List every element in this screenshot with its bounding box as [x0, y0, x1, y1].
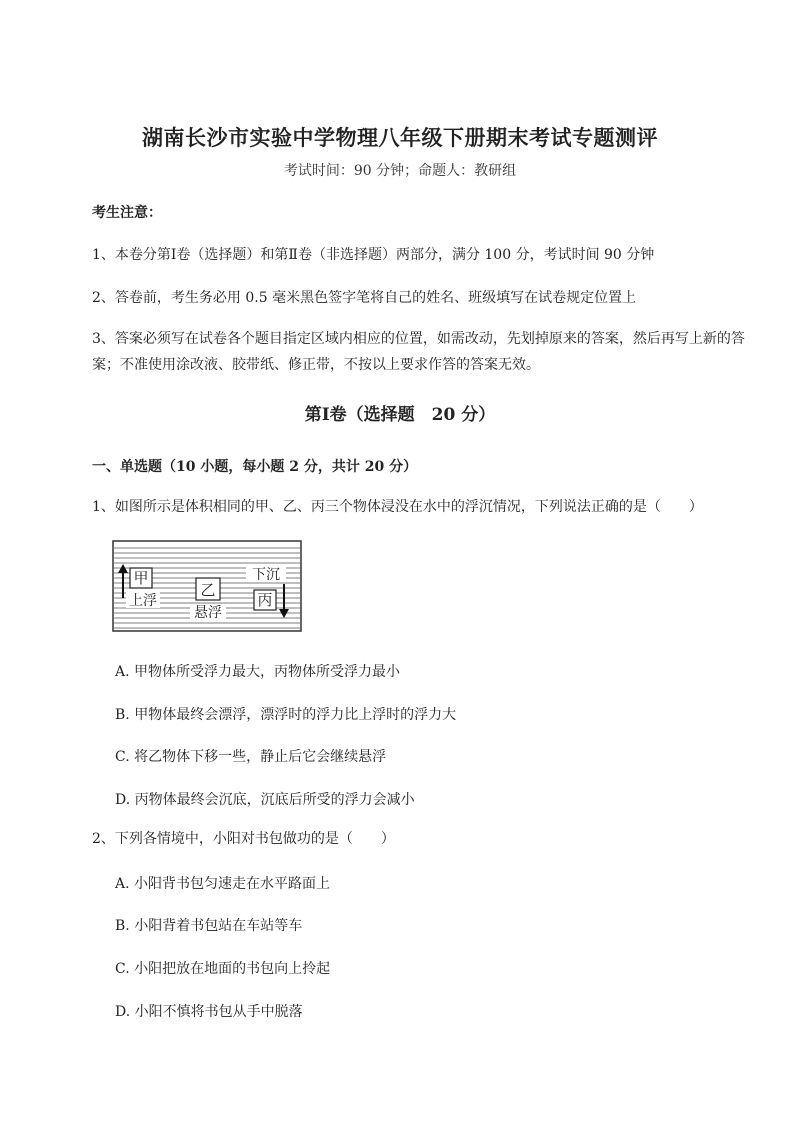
- notice-heading: 考生注意：: [92, 205, 162, 221]
- question-1-stem: 1、如图所示是体积相同的甲、乙、丙三个物体浸没在水中的浮沉情况，下列说法正确的是（ ）: [92, 499, 703, 515]
- object-yi-label: 乙: [200, 581, 216, 599]
- notice-item-3: 3、答案必须写在试卷各个题目指定区域内相应的位置，如需改动，先划掉原来的答案，然后再写上新的答案；不准使用涂改液、胶带纸、修正带，不按以上要求作答的答案无效。: [92, 331, 745, 373]
- notice-item-1: 1、本卷分第Ⅰ卷（选择题）和第Ⅱ卷（非选择题）两部分，满分 100 分，考试时间 90 分钟: [92, 247, 655, 263]
- object-jia-label: 甲: [133, 569, 149, 587]
- part-heading: 一、单选题（10 小题，每小题 2 分，共计 20 分）: [92, 459, 418, 475]
- label-sinking: 下沉: [252, 567, 280, 583]
- page-title: 湖南长沙市实验中学物理八年级下册期末考试专题测评: [142, 125, 658, 150]
- question-1-option-a[interactable]: A. 甲物体所受浮力最大，丙物体所受浮力最小: [115, 664, 401, 680]
- object-bing-label: 丙: [257, 591, 273, 609]
- question-1-option-b[interactable]: B. 甲物体最终会漂浮，漂浮时的浮力比上浮时的浮力大: [115, 707, 457, 723]
- question-2-option-a[interactable]: A. 小阳背书包匀速走在水平路面上: [115, 876, 331, 892]
- question-2-option-d[interactable]: D. 小阳不慎将书包从手中脱落: [115, 1004, 303, 1020]
- question-2-option-b[interactable]: B. 小阳背着书包站在车站等车: [115, 918, 303, 934]
- label-suspended: 悬浮: [194, 605, 222, 621]
- notice-item-2: 2、答卷前，考生务必用 0.5 毫米黑色签字笔将自己的姓名、班级填写在试卷规定位置上: [92, 290, 637, 306]
- label-rising: 上浮: [129, 593, 157, 609]
- question-1-option-c[interactable]: C. 将乙物体下移一些，静止后它会继续悬浮: [115, 749, 387, 765]
- section-title: 第Ⅰ卷（选择题 20 分）: [304, 405, 496, 425]
- question-2-option-c[interactable]: C. 小阳把放在地面的书包向上拎起: [115, 961, 331, 977]
- buoyancy-figure: [112, 540, 302, 632]
- question-1-option-d[interactable]: D. 丙物体最终会沉底，沉底后所受的浮力会减小: [115, 792, 415, 808]
- question-2-stem: 2、下列各情境中，小阳对书包做功的是（ ）: [92, 831, 395, 847]
- exam-info: 考试时间：90 分钟；命题人：教研组: [283, 163, 517, 179]
